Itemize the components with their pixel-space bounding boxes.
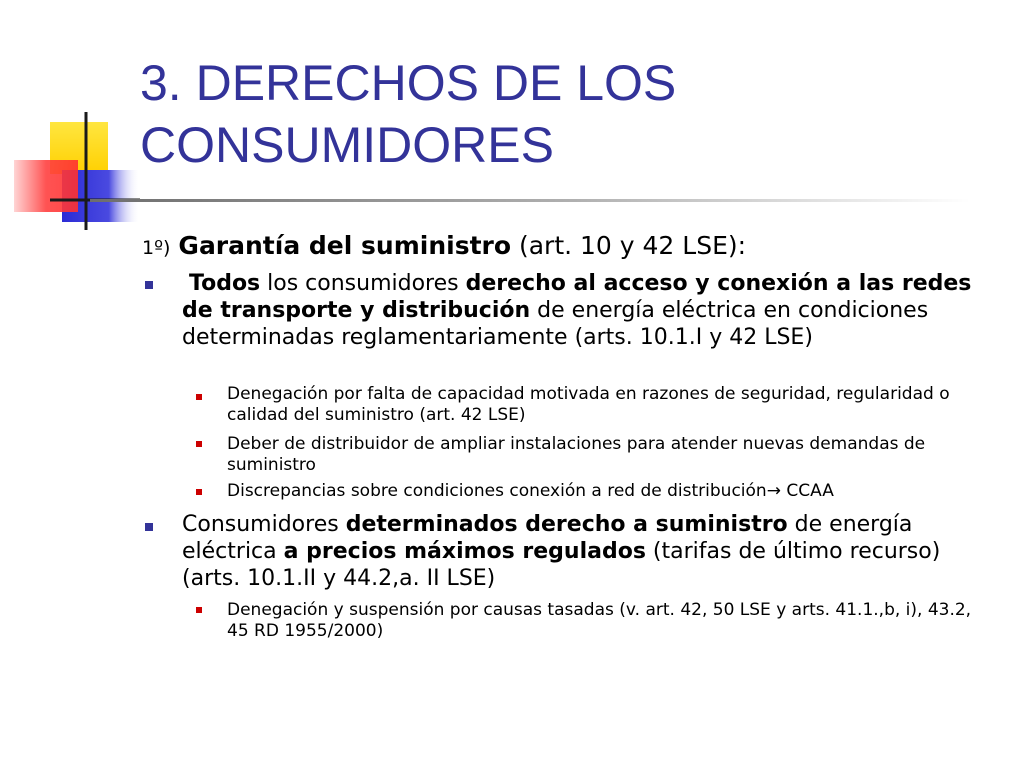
section-heading-rest: (art. 10 y 42 LSE): (511, 231, 747, 260)
list-item-todos (182, 270, 982, 351)
sub-bullet-marker (196, 394, 202, 400)
red-square (14, 160, 78, 212)
sub-list-item: Denegación por falta de capacidad motivada en razones de seguridad, regularidad o calidad del suministro (art. 42 LSE) (227, 384, 950, 425)
sub-bullet-marker (196, 441, 202, 447)
section-number: 1º) (142, 237, 171, 259)
section-heading (142, 229, 746, 265)
text-bold: a precios máximos regulados (283, 539, 646, 564)
title-divider (90, 199, 970, 202)
text: los consumidores (260, 271, 466, 296)
sub-list-item: Discrepancias sobre condiciones conexión a red de distribución→ CCAA (227, 481, 834, 501)
decorative-corner-graphic (0, 0, 140, 240)
section-heading-bold: Garantía del suministro (178, 231, 512, 260)
text-bold: determinados derecho a suministro (345, 512, 788, 537)
bullet-marker (145, 523, 153, 531)
text-bold: derecho al acceso y conexión a las redes de transporte y distribución (182, 271, 972, 323)
text: Consumidores (182, 512, 346, 537)
text: (tarifas de último recurso) (arts. 10.1.II y 44.2,a. II LSE) (182, 539, 941, 591)
text: de energía eléctrica (182, 512, 913, 564)
sub-list-item: Deber de distribuidor de ampliar instalaciones para atender nuevas demandas de suministro (227, 434, 926, 475)
list-item-consumidores (182, 511, 982, 592)
sub-list-item: Denegación y suspensión por causas tasadas (v. art. 42, 50 LSE y arts. 41.1.,b, i), 43.2, 45 RD 1955/2000) (227, 600, 972, 641)
title-line-2: CONSUMIDORES (140, 117, 554, 173)
text: de energía eléctrica en condiciones determinadas reglamentariamente (arts. 10.1.I y 42 LSE) (182, 298, 929, 350)
title-line-1: 3. DERECHOS DE LOS (140, 55, 677, 111)
text-bold: Todos (189, 271, 261, 296)
sub-bullet-marker (196, 489, 202, 495)
bullet-marker (145, 281, 153, 289)
page-title (140, 52, 980, 176)
sub-bullet-marker (196, 607, 202, 613)
